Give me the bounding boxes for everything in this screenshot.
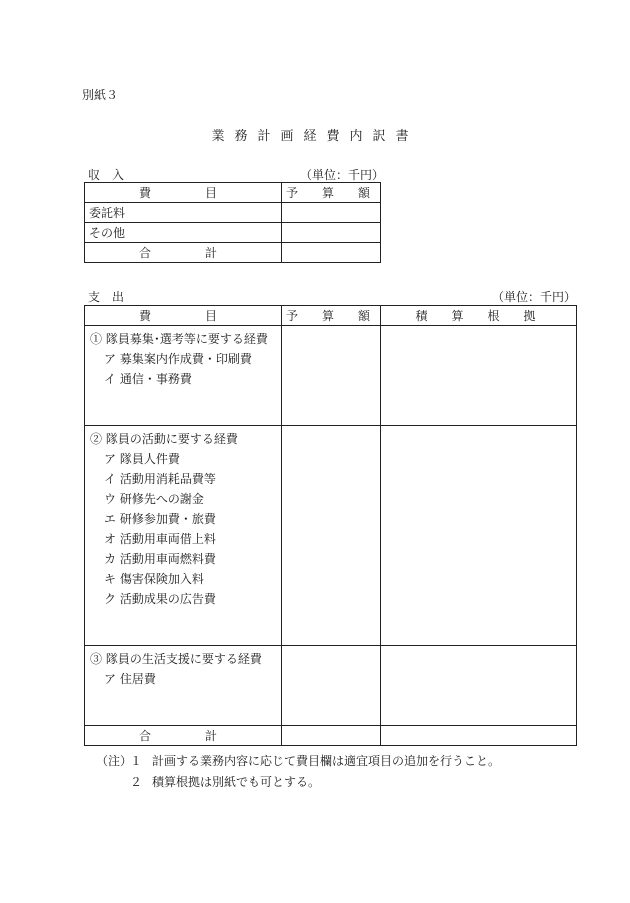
expense-label: 支 出 bbox=[88, 290, 125, 304]
notes-prefix: （注） bbox=[96, 754, 133, 768]
category-item: カ 活動用車両燃料費 bbox=[104, 552, 216, 566]
category-title: ③ 隊員の生活支援に要する経費 bbox=[90, 652, 262, 666]
expense-category-cell bbox=[85, 326, 282, 426]
income-total-label: 合 計 bbox=[85, 243, 282, 263]
income-row bbox=[85, 223, 381, 243]
expense-total-value[interactable] bbox=[282, 726, 381, 746]
category-budget-cell[interactable] bbox=[282, 326, 381, 426]
category-item: オ 活動用車両借上料 bbox=[104, 532, 216, 546]
expense-category-cell bbox=[85, 426, 282, 646]
income-table bbox=[84, 182, 381, 263]
expense-category-row bbox=[85, 426, 577, 646]
category-item: ア 隊員人件費 bbox=[104, 452, 180, 466]
category-item: イ 活動用消耗品費等 bbox=[104, 472, 216, 486]
expense-header-basis: 積 算 根 拠 bbox=[381, 306, 577, 326]
category-title: ① 隊員募集･選考等に要する経費 bbox=[90, 332, 268, 346]
income-label: 収 入 bbox=[88, 168, 125, 182]
income-row bbox=[85, 203, 381, 223]
income-header-row bbox=[85, 183, 381, 203]
note-number: １ bbox=[130, 754, 143, 768]
note-text: 積算根拠は別紙でも可とする。 bbox=[152, 775, 321, 789]
category-title: ② 隊員の活動に要する経費 bbox=[90, 432, 238, 446]
expense-category-row bbox=[85, 646, 577, 726]
category-item: ア 住居費 bbox=[104, 672, 156, 686]
annex-label: 別紙３ bbox=[82, 88, 119, 102]
expense-category-cell bbox=[85, 646, 282, 726]
category-basis-cell[interactable] bbox=[381, 426, 577, 646]
expense-total-row bbox=[85, 726, 577, 746]
note-text: 計画する業務内容に応じて費目欄は適宜項目の追加を行うこと。 bbox=[152, 754, 501, 768]
income-row-value[interactable] bbox=[282, 223, 381, 243]
category-basis-cell[interactable] bbox=[381, 326, 577, 426]
expense-header-budget: 予 算 額 bbox=[282, 306, 381, 326]
category-item: イ 通信・事務費 bbox=[104, 372, 192, 386]
category-item: キ 傷害保険加入料 bbox=[104, 572, 204, 586]
expense-category-row bbox=[85, 326, 577, 426]
category-item: ウ 研修先への謝金 bbox=[104, 492, 204, 506]
note-number: ２ bbox=[130, 775, 143, 789]
income-header-budget: 予 算 額 bbox=[282, 183, 381, 203]
expense-total-label: 合 計 bbox=[85, 726, 282, 746]
category-item: ア 募集案内作成費・印刷費 bbox=[104, 352, 252, 366]
income-total-value[interactable] bbox=[282, 243, 381, 263]
category-budget-cell[interactable] bbox=[282, 646, 381, 726]
expense-header-item: 費 目 bbox=[85, 306, 282, 326]
income-unit: （単位：千円） bbox=[300, 168, 385, 182]
expense-unit: （単位：千円） bbox=[492, 290, 577, 304]
income-total-row bbox=[85, 243, 381, 263]
page-title: 業務計画経費内訳書 bbox=[211, 129, 419, 144]
category-item: エ 研修参加費・旅費 bbox=[104, 512, 216, 526]
income-row-value[interactable] bbox=[282, 203, 381, 223]
expense-table bbox=[84, 305, 577, 746]
expense-header-row bbox=[85, 306, 577, 326]
category-item: ク 活動成果の広告費 bbox=[104, 592, 216, 606]
income-header-item: 費 目 bbox=[85, 183, 282, 203]
category-budget-cell[interactable] bbox=[282, 426, 381, 646]
income-row-label: その他 bbox=[85, 223, 282, 243]
category-basis-cell[interactable] bbox=[381, 646, 577, 726]
income-row-label: 委託料 bbox=[85, 203, 282, 223]
expense-total-basis[interactable] bbox=[381, 726, 577, 746]
